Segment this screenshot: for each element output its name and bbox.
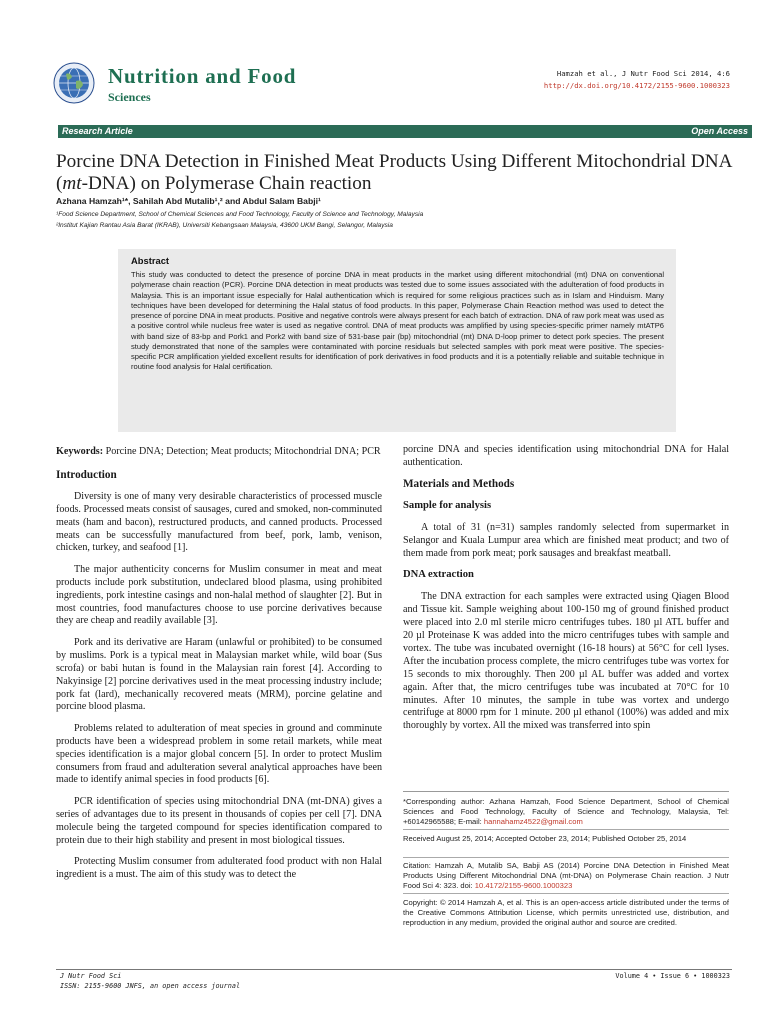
journal-subtitle: Sciences — [108, 90, 151, 104]
received-dates: Received August 25, 2014; Accepted October 23, 2014; Published October 25, 2014 — [403, 834, 687, 843]
abstract-text: This study was conducted to detect the presence of porcine DNA in meat products in the market using different mitochondrial (mt) DNA on conventional polymerase chain reaction (PCR). Porcine DNA detection in meat products was tested due to some issues associated with the adulteration of food products in Malaysia. This is an important issue especially for Halal authentication which is required for some religious practices such as in Islam and Hinduism. Many techniques have been developed for determining the Halal status of food products. In this paper, Polymerase Chain Reaction method was used to detect the presence of porcine DNA in meat products. Positive and negative controls were always present for each batch of extraction. DNA of raw pork meat was used as a positive control while nucleus free water is used as negative control. DNA of meat products was amplified by using species-specific primer namely mtATP6 with band size of 83-bp and Pork1 and Pork2 with band size of 531-base pair (bp) mitochondrial (mt) DNA D-loop primer to detect pork species. The present study demonstrated that none of the samples were contaminated with porcine residuals but selected samples with pork meat were positive. The species-specific PCR amplification yielded excellent results for identification of pork derivatives in food products and it is a potentially reliable and suitable technique in routine food analysis for Halal certification. — [131, 270, 664, 372]
citation-note: Citation: Hamzah A, Mutalib SA, Babji AS (2014) Porcine DNA Detection in Finished Meat Products Using Different Mitochondrial DNA (mt-DNA) on Polymerase Chain reaction. J Nutr Food Sci 4: 323. doi: 10.4172/2155-9600.1000323 — [403, 861, 729, 891]
article-type-label: Research Article — [62, 126, 133, 136]
footnote-divider — [403, 857, 729, 858]
corresponding-author-note: *Corresponding author: Azhana Hamzah, Food Science Department, School of Chemical Sciences and Food Technology, Faculty of Science and Technology, Malaysia, Tel: +60142965588; E-mail: hannahamz4522@gmail.com — [403, 797, 729, 827]
abstract-heading: Abstract — [131, 255, 170, 266]
footer-rule — [56, 969, 732, 970]
intro-paragraph-5: PCR identification of species using mitochondrial DNA (mt-DNA) gives a series of advantages due to its present in thousands of copies per cell [7]. DNA molecule being the targeted compound for species identification compared to protein due to their high stability and present in most biological tissues. — [56, 795, 382, 846]
intro-paragraph-2: The major authenticity concerns for Muslim consumer in meat and meat products include pork substitution, undeclared blood plasma, using prohibited ingredients, pork intestine casings and non-halal method of slaughter [2]. But in most countries, food manufactures choose to use porcine derivatives because they are cheap and readily available [3]. — [56, 563, 382, 627]
footnote-divider — [403, 791, 729, 792]
introduction-heading: Introduction — [56, 468, 117, 481]
keywords-text: Porcine DNA; Detection; Meat products; Mitochondrial DNA; PCR — [105, 446, 381, 457]
footnote-divider — [403, 893, 729, 894]
intro-paragraph-1: Diversity is one of many very desirable characteristics of processed muscle foods. Processed meats consist of sausages, cured and smoked, non-comminuted meats (ham and bacon), restructured products, and canned products. Processed meats can be successfully manufactured from beef, pork, lamb, venison, chicken, turkey, and seafood [1]. — [56, 490, 382, 554]
author-list: Azhana Hamzah¹*, Sahilah Abd Mutalib¹,² and Abdul Salam Babji¹ — [56, 196, 321, 206]
email-link[interactable]: hannahamz4522@gmail.com — [483, 817, 583, 827]
intro-paragraph-4: Problems related to adulteration of meat species in ground and comminute products have been a widespread problem in some retail markets, while meat species identification is a major global concern [5]. In order to protect Muslim consumers from fraud and adulteration several analytical approaches have been made to identify animal species in food products [6]. — [56, 722, 382, 786]
left-column — [56, 446, 382, 890]
affiliation-2: ²Institut Kajian Rantau Asia Barat (IKRAB), Universiti Kebangsaan Malaysia, 43600 UKM Bangi, Selangor, Malaysia — [56, 222, 393, 229]
sample-paragraph: A total of 31 (n=31) samples randomly selected from supermarket in Selangor and Kuala Lumpur area which are finished meat product; and two of them made from pork meat; pork sausages and breakfast meatball. — [403, 522, 729, 559]
footer-journal: J Nutr Food Sci — [60, 972, 122, 980]
article-type-bar — [58, 125, 752, 138]
right-column — [403, 444, 729, 742]
journal-title: Nutrition and Food — [108, 64, 297, 88]
header-citation: Hamzah et al., J Nutr Food Sci 2014, 4:6 — [556, 69, 730, 78]
header-doi-link[interactable]: http://dx.doi.org/10.4172/2155-9600.1000323 — [543, 81, 730, 90]
continued-paragraph: porcine DNA and species identification using mitochondrial DNA for Halal authentication. — [403, 444, 729, 468]
copyright-note: Copyright: © 2014 Hamzah A, et al. This is an open-access article distributed under the terms of the Creative Commons Attribution License, which permits unrestricted use, distribution, and reproduction in any medium, provided the original author and source are credited. — [403, 898, 729, 928]
footer-issn: ISSN: 2155-9600 JNFS, an open access journal — [60, 982, 241, 990]
materials-methods-heading: Materials and Methods — [403, 478, 515, 491]
dna-extraction-heading: DNA extraction — [403, 569, 474, 581]
sample-analysis-heading: Sample for analysis — [403, 500, 492, 512]
open-access-label: Open Access — [691, 126, 748, 136]
intro-paragraph-3: Pork and its derivative are Haram (unlawful or prohibited) to be consumed by muslims. Pork is a typical meat in Malaysian market while, wild boar (Sus scrofa) or babi hutan is found in the Malaysian rain forest [4]. According to Nakyinsige [2] porcine derivatives used in the meat processing industry include; pork fat (lard), mechanically recovered meats (MRM), porcine gelatine and porcine blood plasma. — [56, 636, 382, 713]
intro-paragraph-6: Protecting Muslim consumer from adulterated food product with non Halal ingredient is a must. The aim of this study was to detect the — [56, 855, 382, 880]
affiliation-1: ¹Food Science Department, School of Chemical Sciences and Food Technology, Faculty of Science and Technology, Malaysia — [56, 211, 424, 218]
keywords — [56, 446, 382, 459]
footer-volume: Volume 4 • Issue 6 • 1000323 — [615, 972, 730, 980]
keywords-label: Keywords: — [56, 446, 104, 457]
article-title: Porcine DNA Detection in Finished Meat Products Using Different Mitochondrial DNA (mt-DNA) on Polymerase Chain reaction — [56, 151, 732, 195]
citation-doi-link[interactable]: 10.4172/2155-9600.1000323 — [474, 881, 573, 891]
footnote-divider — [403, 829, 729, 830]
globe-logo-icon — [53, 62, 95, 104]
dna-extraction-paragraph: The DNA extraction for each samples were extracted using Qiagen Blood and Tissue kit. Sample weighing about 100-150 mg of ground finished product were placed into 2.0 ml sterile micro centrifuges tubes. 180 µl ATL buffer and 20 µl Proteinase K was added into the micro centrifuges tubes with sample and vortex. The tube was incubated overnight (16-18 hours) at 56°C for cell lyses. After the incubation process complete, the micro centrifuges tube was vortex for 15 seconds to mix thoroughly. Then 200 µl AL buffer was added and vortex again. After that, the micro centrifuges tube was incubated at 70°C for 10 minutes. After 10 minutes, the sample in tube was vortex and undergo centrifuge at 8000 rpm for 1 minute. 200 µl ethanol (100%) was added and mix thoroughly by vortex. All the mixed was transferred into spin — [403, 591, 729, 732]
